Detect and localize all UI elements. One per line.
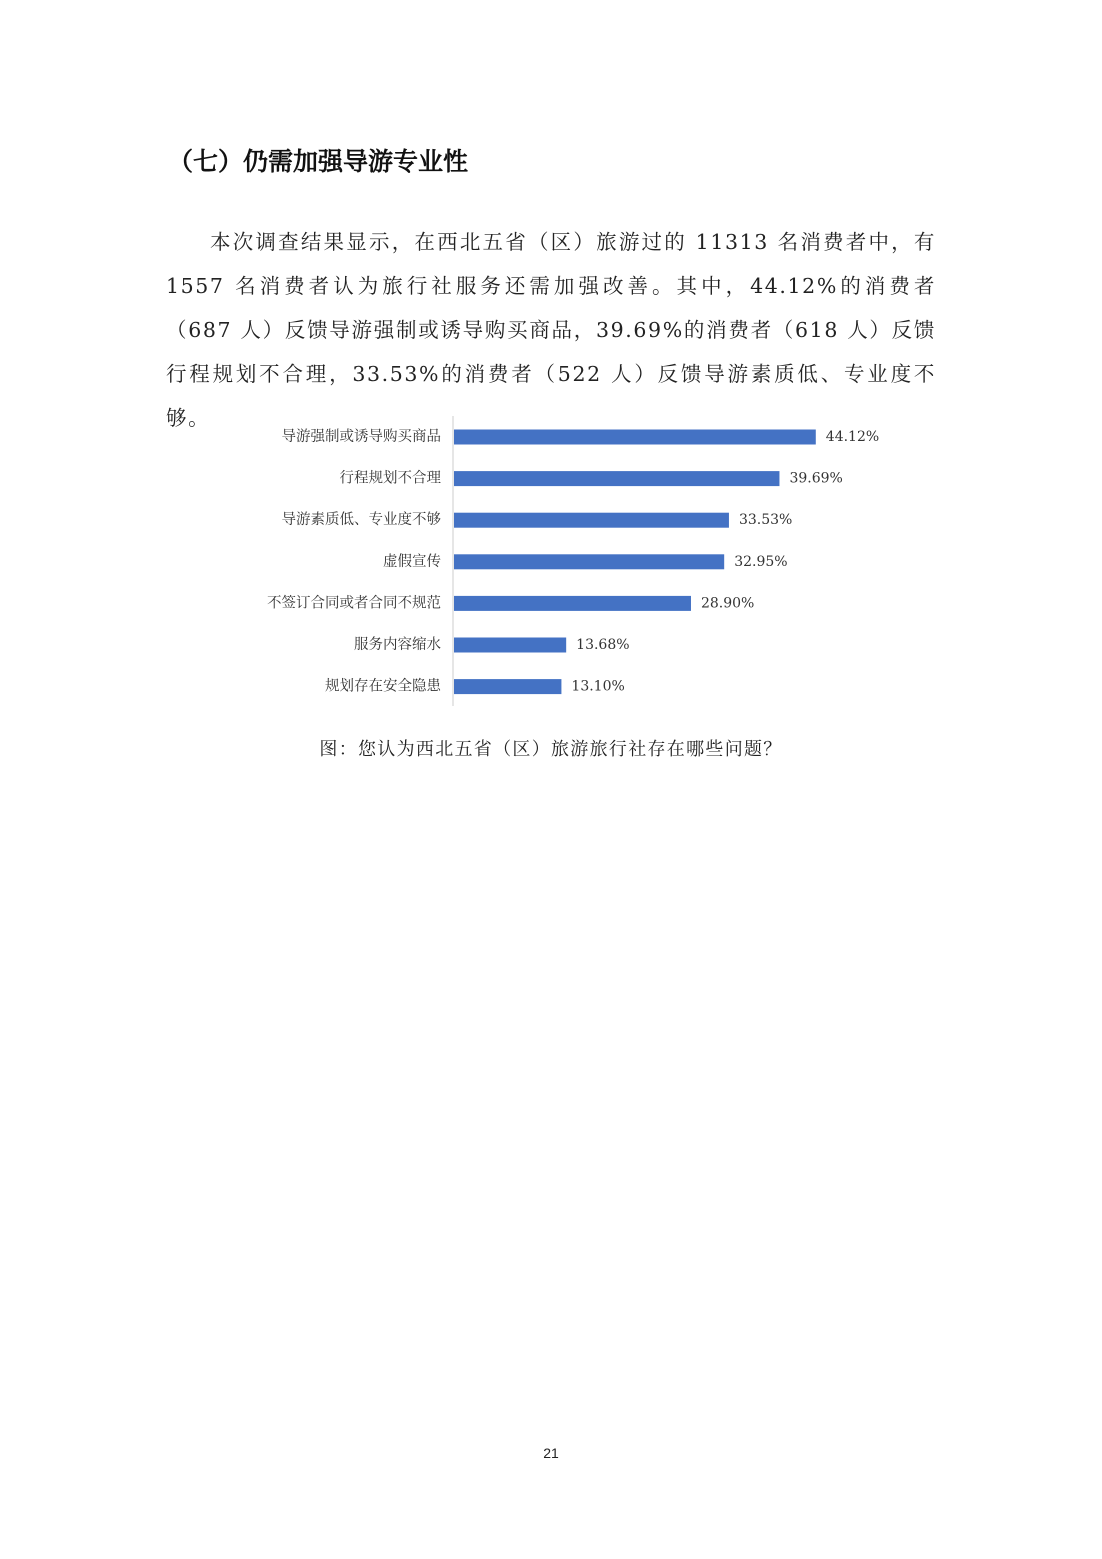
category-label: 规划存在安全隐患	[325, 678, 441, 695]
category-label: 服务内容缩水	[354, 637, 441, 653]
category-label: 虚假宣传	[383, 553, 441, 570]
data-label: 33.53%	[738, 512, 793, 529]
data-label: 28.90%	[700, 595, 755, 612]
data-label: 44.12%	[825, 429, 880, 445]
category-label: 导游素质低、专业度不够	[281, 512, 441, 529]
bar	[454, 430, 816, 445]
page-number: 21	[543, 1445, 559, 1461]
bar-chart-svg	[230, 414, 880, 716]
data-label: 32.95%	[734, 553, 788, 570]
category-label: 行程规划不合理	[339, 470, 441, 487]
bar	[454, 471, 779, 486]
bar	[454, 513, 729, 528]
data-label: 13.10%	[571, 678, 625, 695]
bar	[454, 596, 691, 611]
category-label: 不签订合同或者合同不规范	[267, 595, 441, 612]
bar	[454, 638, 566, 653]
figure-caption: 图：您认为西北五省（区）旅游旅行社存在哪些问题？	[319, 739, 783, 760]
data-label: 13.68%	[576, 637, 630, 653]
bar-chart	[230, 414, 880, 716]
data-label: 39.69%	[789, 470, 843, 487]
category-label: 导游强制或诱导购买商品	[281, 429, 441, 445]
bar	[454, 554, 724, 569]
bar	[454, 679, 561, 694]
section-heading: （七）仍需加强导游专业性	[168, 147, 469, 176]
body-paragraph: 本次调查结果显示，在西北五省（区）旅游过的 11313 名消费者中，有 1557 名消费者认为旅行社服务还需加强改善。其中，44.12%的消费者（687 人）反馈导游强制或诱导购买商品，39.69%的消费者（618 人）反馈行程规划不合理，33.53%的消费者（522 人）反馈导游素质低、专业度不够。	[166, 230, 936, 430]
